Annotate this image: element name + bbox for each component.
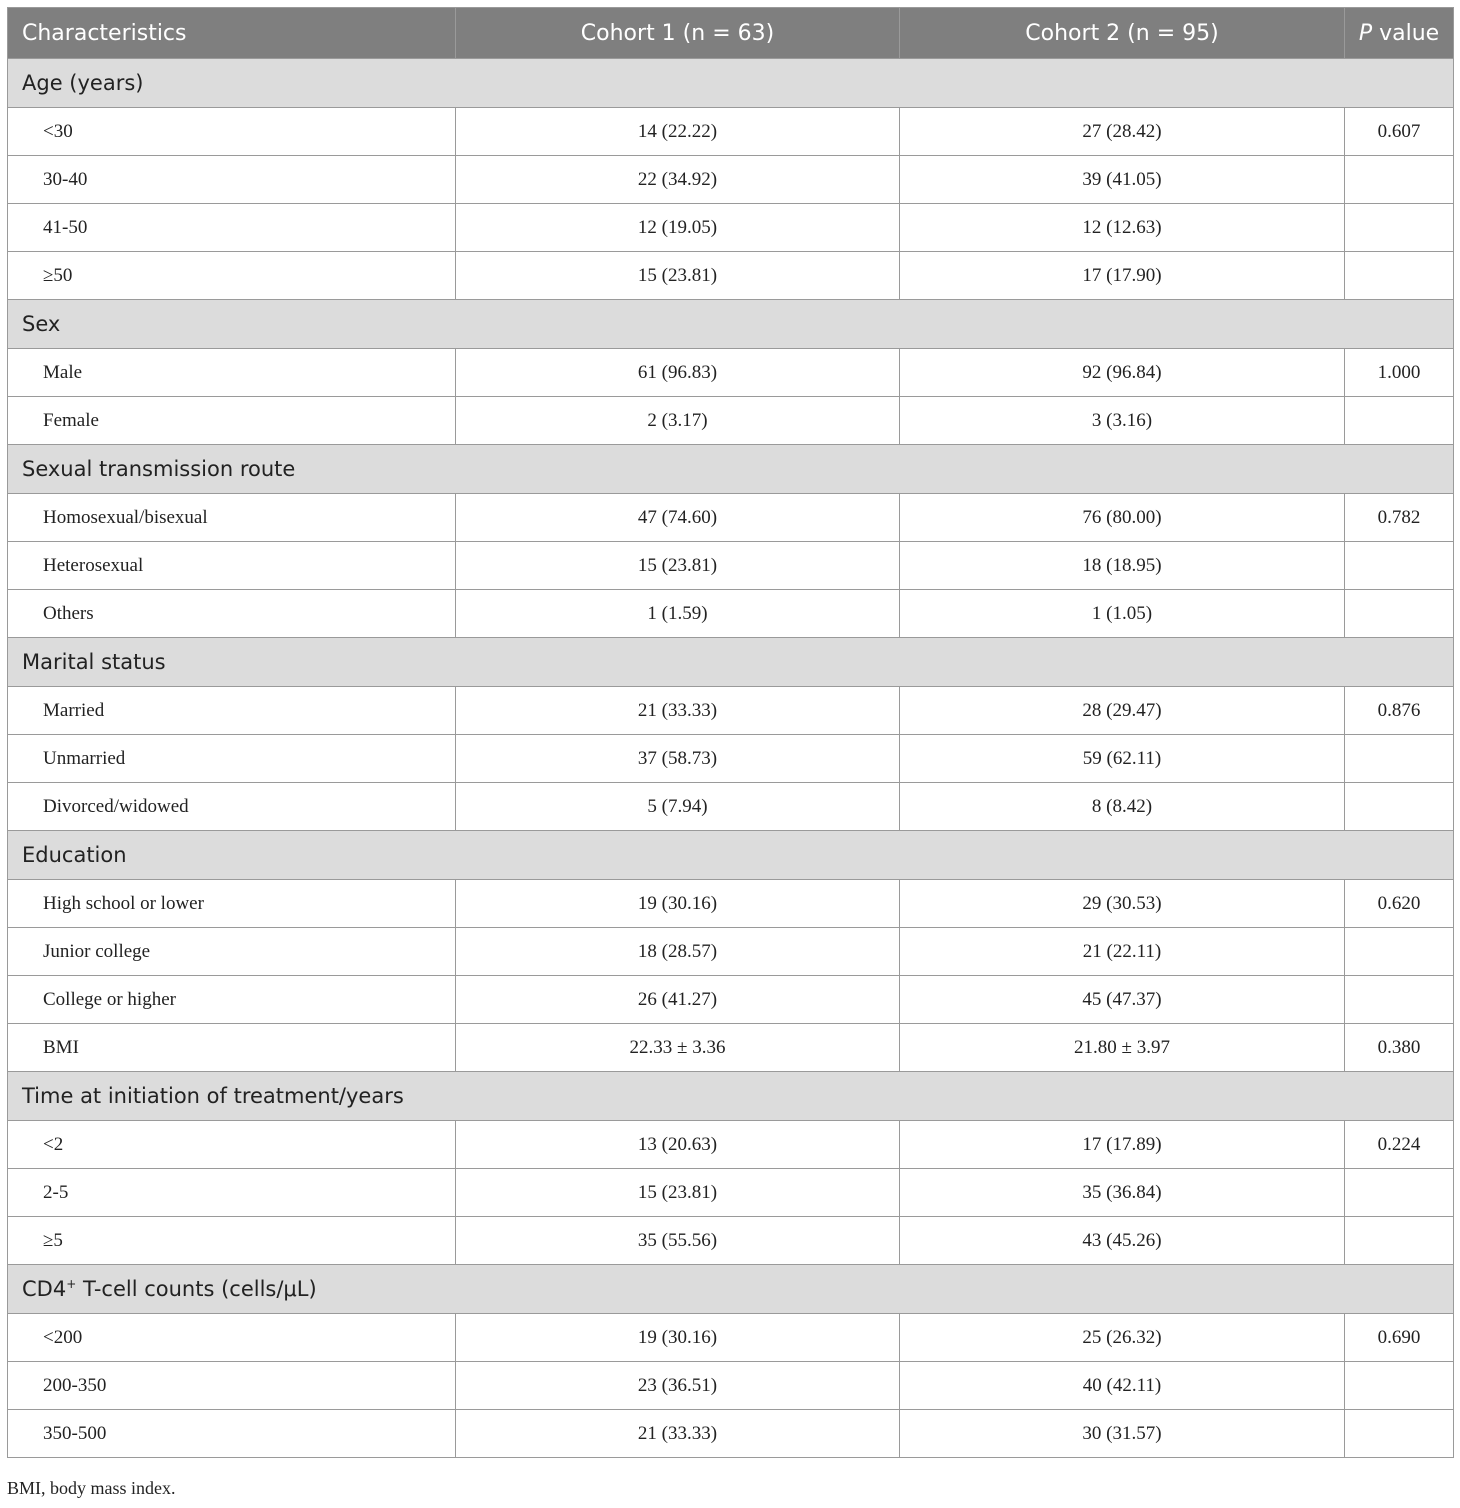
section-row [8,1072,1454,1121]
table-row [8,494,1454,542]
table-row [8,108,1454,156]
table-row [8,1024,1454,1072]
cohort2-value: 76 (80.00) [900,494,1345,542]
p-value [1345,590,1454,638]
cohort2-value: 35 (36.84) [900,1169,1345,1217]
row-label: BMI [8,1024,456,1072]
p-value [1345,542,1454,590]
cohort2-value: 39 (41.05) [900,156,1345,204]
cohort1-value: 1 (1.59) [456,590,900,638]
cohort2-value: 1 (1.05) [900,590,1345,638]
table-row [8,252,1454,300]
cohort1-value: 19 (30.16) [456,1314,900,1362]
cohort2-value: 17 (17.89) [900,1121,1345,1169]
cohort1-value: 5 (7.94) [456,783,900,831]
p-value [1345,783,1454,831]
cohort1-value: 22.33 ± 3.36 [456,1024,900,1072]
row-label: Heterosexual [8,542,456,590]
p-value: 0.876 [1345,687,1454,735]
cohort2-value: 8 (8.42) [900,783,1345,831]
row-label: <30 [8,108,456,156]
p-value [1345,976,1454,1024]
p-value [1345,397,1454,445]
header-cohort-1: Cohort 1 (n = 63) [456,8,900,59]
table-row [8,590,1454,638]
cohort2-value: 43 (45.26) [900,1217,1345,1265]
table-row [8,880,1454,928]
row-label: College or higher [8,976,456,1024]
p-value: 0.380 [1345,1024,1454,1072]
section-row [8,638,1454,687]
cohort2-value: 21 (22.11) [900,928,1345,976]
p-value [1345,928,1454,976]
p-value [1345,1362,1454,1410]
section-title-marital: Marital status [8,638,1454,687]
table-row [8,976,1454,1024]
header-cohort-2: Cohort 2 (n = 95) [900,8,1345,59]
cohort2-value: 25 (26.32) [900,1314,1345,1362]
row-label: <2 [8,1121,456,1169]
table-row [8,1169,1454,1217]
table-container [7,7,1453,1458]
table-footnote: BMI, body mass index. [7,1478,176,1498]
header-p-letter: P [1358,20,1373,46]
cohort1-value: 19 (30.16) [456,880,900,928]
cohort2-value: 17 (17.90) [900,252,1345,300]
p-value: 0.620 [1345,880,1454,928]
table-row [8,1362,1454,1410]
cohort2-value: 21.80 ± 3.97 [900,1024,1345,1072]
row-label: Male [8,349,456,397]
section-row [8,300,1454,349]
row-label: Divorced/widowed [8,783,456,831]
table-header-row [8,8,1454,59]
cohort1-value: 22 (34.92) [456,156,900,204]
row-label: 350-500 [8,1410,456,1458]
cohort1-value: 61 (96.83) [456,349,900,397]
row-label: Homosexual/bisexual [8,494,456,542]
cohort1-value: 37 (58.73) [456,735,900,783]
header-characteristics: Characteristics [8,8,456,59]
table-row [8,783,1454,831]
cohort2-value: 45 (47.37) [900,976,1345,1024]
cohort2-value: 29 (30.53) [900,880,1345,928]
cd4-title-superscript: + [66,1277,77,1291]
table-row [8,397,1454,445]
table-row [8,687,1454,735]
cohort2-value: 12 (12.63) [900,204,1345,252]
cohort1-value: 15 (23.81) [456,1169,900,1217]
cd4-title-suffix: T-cell counts (cells/μL) [76,1277,317,1301]
section-title-transmission: Sexual transmission route [8,445,1454,494]
p-value [1345,156,1454,204]
section-title-sex: Sex [8,300,1454,349]
section-title-treatment-time: Time at initiation of treatment/years [8,1072,1454,1121]
row-label: High school or lower [8,880,456,928]
table-row [8,204,1454,252]
header-p-value [1345,8,1454,59]
section-title-age: Age (years) [8,59,1454,108]
cohort1-value: 15 (23.81) [456,542,900,590]
table-row [8,542,1454,590]
p-value [1345,1410,1454,1458]
row-label: ≥50 [8,252,456,300]
row-label: Married [8,687,456,735]
section-row [8,1265,1454,1314]
cohort1-value: 35 (55.56) [456,1217,900,1265]
table-row [8,735,1454,783]
row-label: 2-5 [8,1169,456,1217]
section-row [8,59,1454,108]
section-row [8,445,1454,494]
cohort2-value: 30 (31.57) [900,1410,1345,1458]
p-value [1345,252,1454,300]
row-label: 200-350 [8,1362,456,1410]
p-value: 0.782 [1345,494,1454,542]
p-value: 1.000 [1345,349,1454,397]
characteristics-table [7,7,1454,1458]
cohort1-value: 26 (41.27) [456,976,900,1024]
table-row [8,1410,1454,1458]
cohort2-value: 3 (3.16) [900,397,1345,445]
row-label: Female [8,397,456,445]
cohort2-value: 40 (42.11) [900,1362,1345,1410]
cohort1-value: 47 (74.60) [456,494,900,542]
row-label: 30-40 [8,156,456,204]
table-row [8,156,1454,204]
cohort1-value: 13 (20.63) [456,1121,900,1169]
cohort1-value: 21 (33.33) [456,687,900,735]
table-row [8,928,1454,976]
row-label: 41-50 [8,204,456,252]
row-label: Junior college [8,928,456,976]
section-row [8,831,1454,880]
table-row [8,1217,1454,1265]
cohort1-value: 2 (3.17) [456,397,900,445]
cohort2-value: 92 (96.84) [900,349,1345,397]
section-title-education: Education [8,831,1454,880]
p-value [1345,204,1454,252]
p-value: 0.607 [1345,108,1454,156]
p-value: 0.690 [1345,1314,1454,1362]
p-value [1345,1217,1454,1265]
cohort2-value: 18 (18.95) [900,542,1345,590]
table-row [8,349,1454,397]
cohort1-value: 23 (36.51) [456,1362,900,1410]
table-row [8,1121,1454,1169]
cohort1-value: 14 (22.22) [456,108,900,156]
row-label: ≥5 [8,1217,456,1265]
row-label: Others [8,590,456,638]
table-row [8,1314,1454,1362]
cohort2-value: 28 (29.47) [900,687,1345,735]
cohort1-value: 12 (19.05) [456,204,900,252]
cohort2-value: 27 (28.42) [900,108,1345,156]
cohort1-value: 18 (28.57) [456,928,900,976]
row-label: <200 [8,1314,456,1362]
section-title-cd4 [8,1265,1454,1314]
p-value [1345,735,1454,783]
p-value: 0.224 [1345,1121,1454,1169]
header-p-suffix: value [1372,20,1440,46]
cohort2-value: 59 (62.11) [900,735,1345,783]
row-label: Unmarried [8,735,456,783]
cohort1-value: 21 (33.33) [456,1410,900,1458]
cohort1-value: 15 (23.81) [456,252,900,300]
p-value [1345,1169,1454,1217]
cd4-title-prefix: CD4 [22,1277,67,1301]
